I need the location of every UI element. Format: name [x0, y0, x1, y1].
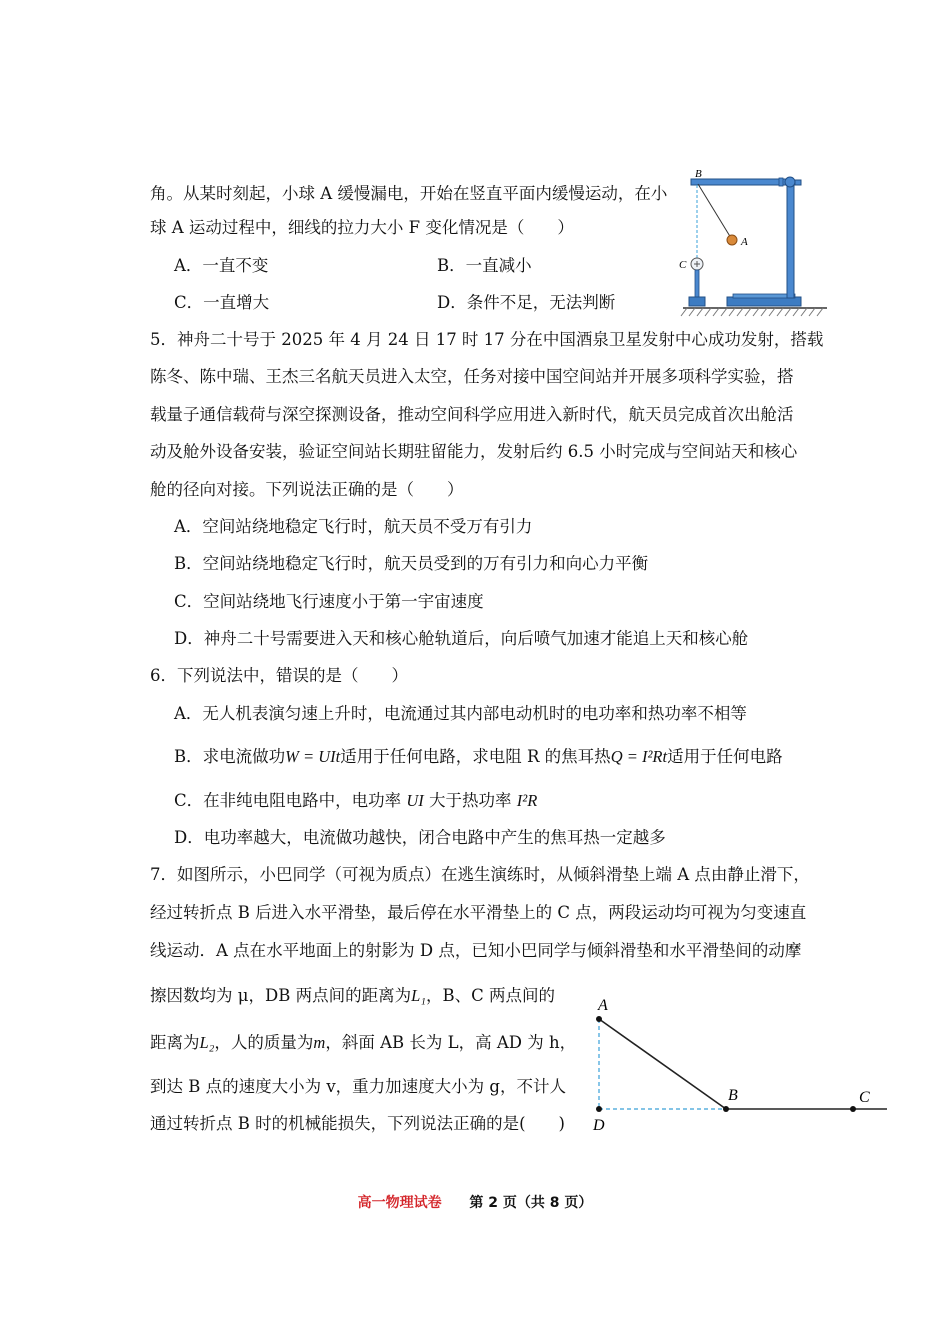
q7-stem-line6: 到达 B 点的速度大小为 v，重力加速度大小为 g，不计人: [150, 1077, 566, 1096]
q7-stem-line3: 线运动．A 点在水平地面上的射影为 D 点，已知小巴同学与倾斜滑垫和水平滑垫间的动摩: [150, 941, 802, 960]
q5-stem-line4: 动及舱外设备安装，验证空间站长期驻留能力，发射后约 6.5 小时完成与空间站天和核心: [150, 442, 798, 461]
q4-stem-line2: 球 A 运动过程中，细线的拉力大小 F 变化情况是（ ）: [150, 218, 574, 237]
q7-l5-formula-m: m: [313, 1033, 326, 1052]
q7-point-b: [723, 1106, 729, 1112]
q5-option-d: D．神舟二十号需要进入天和核心舱轨道后，向后喷气加速才能追上天和核心舱: [174, 629, 749, 648]
q4-option-d: D．条件不足，无法判断: [437, 293, 616, 312]
q7-stem-line5: [150, 1032, 576, 1054]
q7-l5-text3: ，斜面 AB 长为 L，高 AD 为 h，: [325, 1033, 577, 1052]
q7-label-c: C: [859, 1089, 870, 1106]
q5-option-c: C．空间站绕地飞行速度小于第一宇宙速度: [174, 592, 484, 611]
q6-c-formula-power: UI: [406, 791, 424, 810]
q5-stem-line1: 5．神舟二十号于 2025 年 4 月 24 日 17 时 17 分在中国酒泉卫星发射中心成功发射，搭载: [150, 330, 824, 349]
q7-stem-line7: 通过转折点 B 时的机械能损失，下列说法正确的是( ): [150, 1114, 565, 1133]
q7-point-d: [596, 1106, 602, 1112]
q5-stem-line5: 舱的径向对接。下列说法正确的是（ ）: [150, 480, 464, 499]
q4-stem-line1: 角。从某时刻起，小球 A 缓慢漏电，开始在竖直平面内缓慢运动，在小: [150, 184, 668, 203]
q4-option-b: B．一直减小: [437, 256, 532, 275]
footer-page-number: 第 2 页（共 8 页）: [469, 1195, 593, 1211]
q7-l5-text2: ，人的质量为: [214, 1033, 314, 1052]
q7-l4-text2: ，B、C 两点间的: [426, 986, 555, 1005]
q6-b-formula-heat: Q = I²Rt: [610, 747, 668, 766]
q7-label-a: A: [598, 997, 608, 1014]
q6-c-text2: 大于热功率: [429, 791, 512, 810]
q5-option-a: A．空间站绕地稳定飞行时，航天员不受万有引力: [174, 517, 533, 536]
q4-fig-label-a: A: [741, 236, 748, 248]
q7-figure-slope: [585, 990, 895, 1135]
q6-option-d: D．电功率越大，电流做功越快，闭合电路中产生的焦耳热一定越多: [174, 828, 666, 847]
q5-option-b: B．空间站绕地稳定飞行时，航天员受到的万有引力和向心力平衡: [174, 554, 649, 573]
q6-b-formula-work: W = UIt: [285, 747, 341, 766]
q7-l4-formula-L1: L₁: [411, 986, 426, 1005]
q4-option-c: C．一直增大: [174, 293, 270, 312]
q7-stem-line4: [150, 985, 555, 1007]
q6-b-text3: 适用于任何电路: [667, 747, 783, 766]
q7-l4-text1: 擦因数均为 μ，DB 两点间的距离为: [150, 986, 412, 1005]
q4-figure-stand: [675, 168, 835, 320]
q7-l5-formula-L2: L₂: [199, 1033, 215, 1052]
q5-stem-line2: 陈冬、陈中瑞、王杰三名航天员进入太空，任务对接中国空间站并开展多项科学实验，搭: [150, 367, 794, 386]
q5-stem-line3: 载量子通信载荷与深空探测设备，推动空间科学应用进入新时代，航天员完成首次出舱活: [150, 405, 794, 424]
q7-point-c: [850, 1106, 856, 1112]
q6-option-b: [174, 746, 783, 768]
page-footer: [0, 1192, 950, 1212]
q6-c-text1: C．在非纯电阻电路中，电功率: [174, 791, 402, 810]
q6-option-a: A．无人机表演匀速上升时，电流通过其内部电动机时的电功率和热功率不相等: [174, 704, 747, 723]
q6-b-text1: B．求电流做功: [174, 747, 286, 766]
q7-stem-line2: 经过转折点 B 后进入水平滑垫，最后停在水平滑垫上的 C 点，两段运动均可视为匀变速直: [150, 903, 807, 922]
q4-fig-label-c: C: [679, 259, 687, 271]
q7-stem-line1: 7．如图所示，小巴同学（可视为质点）在逃生演练时，从倾斜滑垫上端 A 点由静止滑下，: [150, 865, 810, 884]
q7-l5-text1: 距离为: [150, 1033, 200, 1052]
q4-fig-label-b: B: [695, 168, 702, 180]
q7-point-a: [596, 1016, 602, 1022]
q7-label-d: D: [593, 1117, 605, 1134]
q6-stem: 6．下列说法中，错误的是（ ）: [150, 666, 408, 685]
q4-option-a: A．一直不变: [174, 256, 269, 275]
q6-b-text2: 适用于任何电路，求电阻 R 的焦耳热: [340, 747, 611, 766]
q7-label-b: B: [728, 1087, 738, 1104]
footer-title: 高一物理试卷: [357, 1195, 442, 1211]
q6-c-formula-heat: I²R: [516, 791, 538, 810]
q6-option-c: [174, 790, 537, 812]
